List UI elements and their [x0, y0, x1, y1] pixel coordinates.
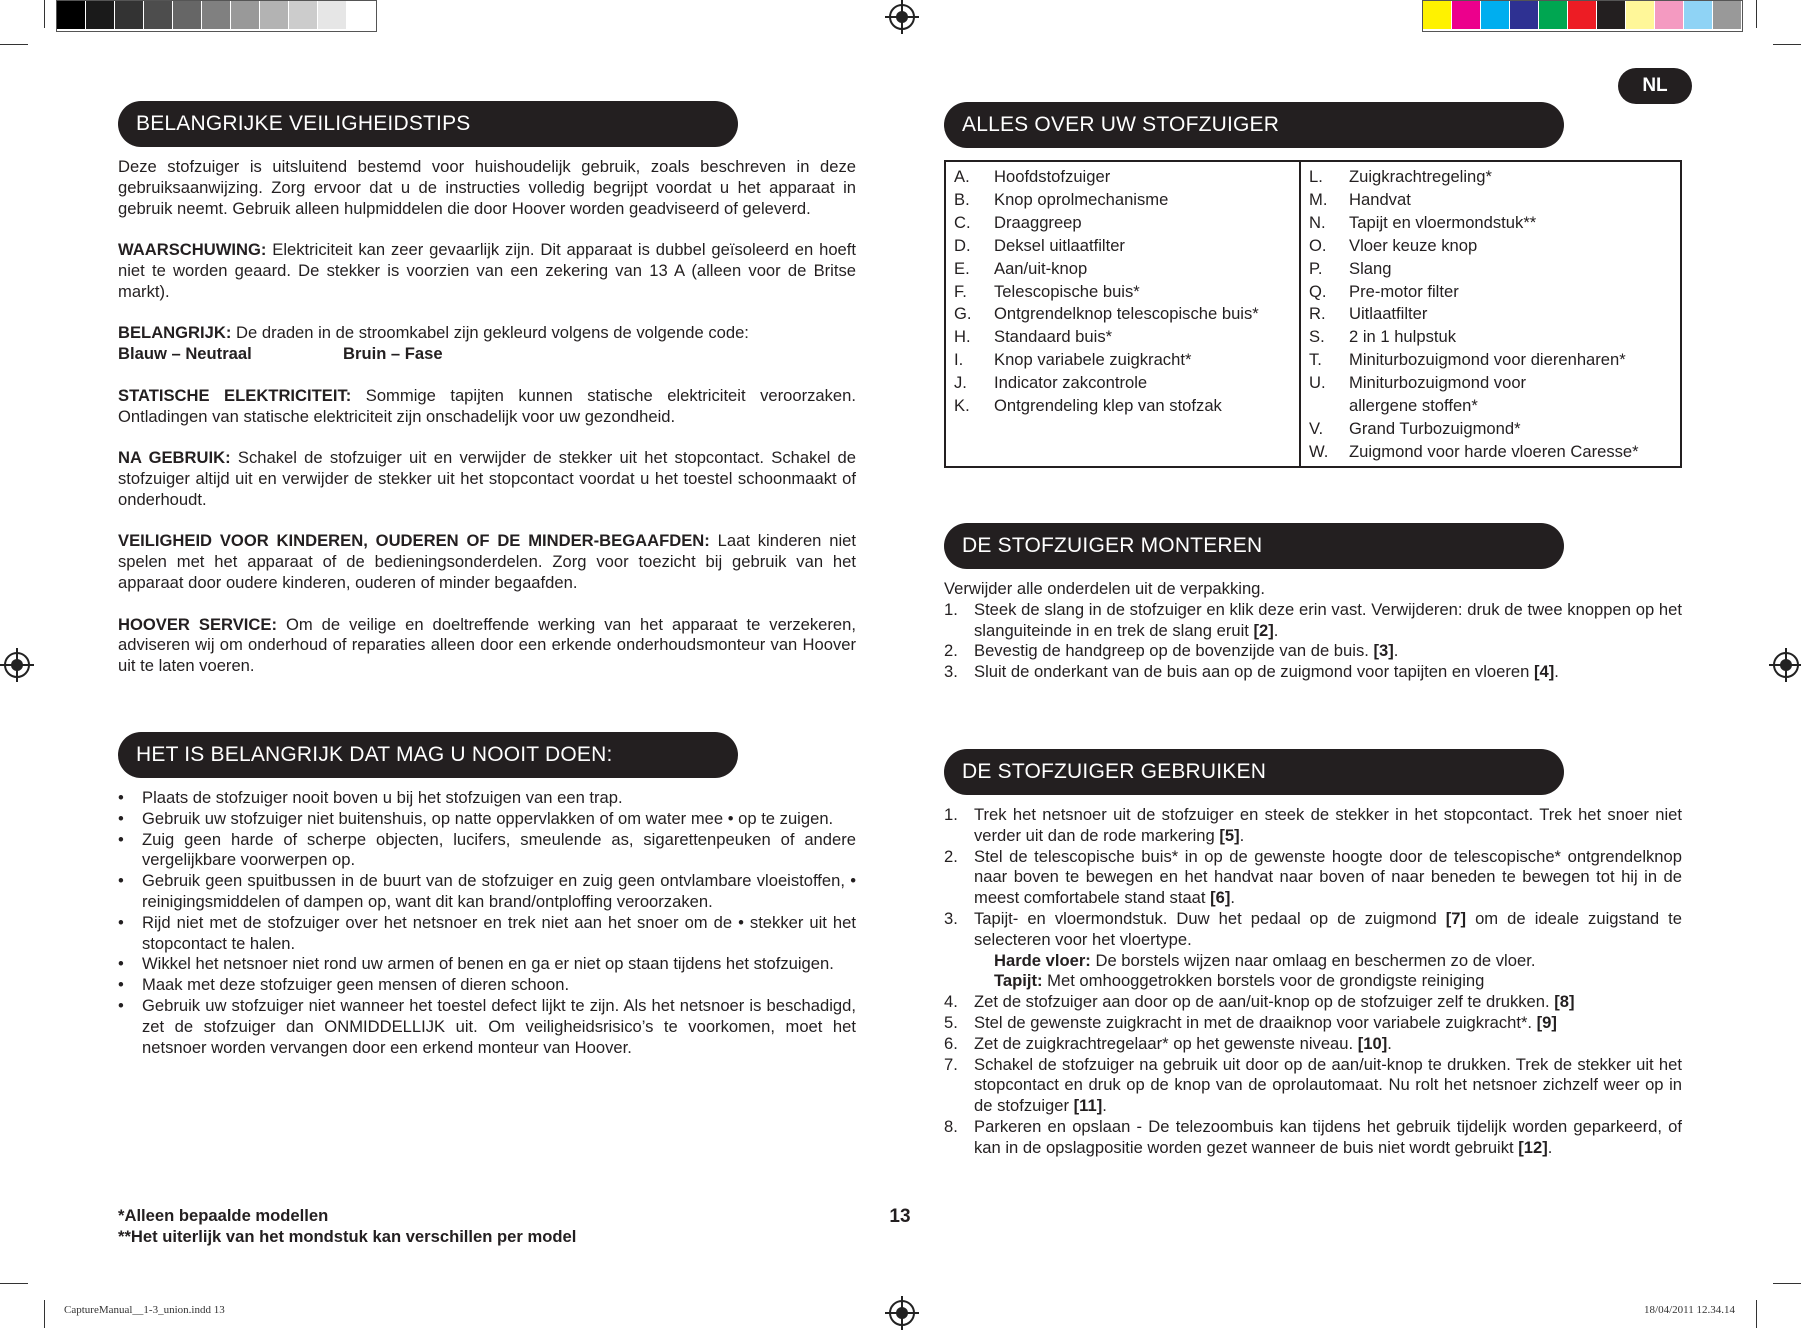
color-swatch	[1655, 1, 1684, 29]
color-swatch	[289, 1, 318, 29]
section-title-use: DE STOFZUIGER GEBRUIKEN	[944, 749, 1564, 795]
list-item: • Maak met deze stofzuiger geen mensen of dieren schoon.	[118, 975, 856, 996]
list-item: 5. Stel de gewenste zuigkracht in met de draaiknop voor variabele zuigkracht*. [9]	[944, 1012, 1557, 1032]
parts-column-left	[946, 162, 1301, 466]
list-item: 1. Steek de slang in de stofzuiger en klik deze erin vast. Verwijderen: druk de twee knoppen op het slanguiteinde in en trek de slang eruit [2].	[944, 599, 1682, 640]
table-row: M. Handvat	[1309, 189, 1411, 209]
color-swatch	[231, 1, 260, 29]
color-swatch	[57, 1, 86, 29]
color-swatch	[1452, 1, 1481, 29]
color-swatch	[1684, 1, 1713, 29]
grayscale-color-bar	[56, 0, 377, 32]
slug-timestamp: 18/04/2011 12.34.14	[1644, 1304, 1735, 1316]
color-swatch	[1423, 1, 1452, 29]
list-item: 2. Stel de telescopische buis* in op de gewenste hoogte door de telescopische* ontgrendelknop naar boven te bewegen en het handvat naar boven of naar beneden te bewegen tot hij in de meest comfortabele stand staat [6].	[944, 846, 1682, 908]
table-row: T. Miniturbozuigmond voor dierenharen*	[1309, 350, 1626, 370]
list-item: 3. Sluit de onderkant van de buis aan op de zuigmond voor tapijten en vloeren [4].	[944, 662, 1559, 682]
registration-mark-icon	[1773, 652, 1799, 678]
color-swatch	[1481, 1, 1510, 29]
color-swatch	[1568, 1, 1597, 29]
table-row: E. Aan/uit-knop	[954, 258, 1088, 278]
safety-static: STATISCHE ELEKTRICITEIT: Sommige tapijten kunnen statische elektriciteit veroorzaken. Ontladingen van statische elektriciteit zijn onschadelijk voor uw gezondheid.	[118, 385, 856, 426]
table-row: W. Zuigmond voor harde vloeren Caresse*	[1309, 441, 1639, 461]
table-row: R. Uitlaatfilter	[1309, 304, 1428, 324]
safety-warning: WAARSCHUWING: Elektriciteit kan zeer gevaarlijk zijn. Dit apparaat is dubbel geïsoleerd en hoeft niet te worden geaard. De stekker is voorzien van een zekering van 13 A (alleen voor de Britse markt).	[118, 240, 856, 301]
list-item: 4. Zet de stofzuiger aan door op de aan/uit-knop op de stofzuiger zelf te drukken. [8]	[944, 992, 1575, 1012]
table-row: C. Draaggreep	[954, 212, 1082, 232]
safety-children: VEILIGHEID VOOR KINDEREN, OUDEREN OF DE MINDER-BEGAAFDEN: Laat kinderen niet spelen met het apparaat of de bedieningsonderdelen. Zorg voor toezicht bij gebruik van het apparaat door oudere kinderen, ouderen of minder begaafden.	[118, 531, 856, 592]
section-title-safety: BELANGRIJKE VEILIGHEIDSTIPS	[118, 101, 738, 147]
color-swatch	[260, 1, 289, 29]
table-row: G. Ontgrendelknop telescopische buis*	[954, 304, 1259, 324]
color-swatch	[173, 1, 202, 29]
table-row: J. Indicator zakcontrole	[954, 373, 1148, 393]
table-row: O. Vloer keuze knop	[1309, 235, 1478, 255]
safety-service: HOOVER SERVICE: Om de veilige en doeltreffende werking van het apparaat te verzekeren, adviseren wij om onderhoud of reparaties alleen door een erkende onderhoudsmonteur van Hoover uit te laten voeren.	[118, 614, 856, 676]
color-swatch	[144, 1, 173, 29]
list-item: 7. Schakel de stofzuiger na gebruik uit door op de aan/uit-knop te drukken. Trek de stekker uit het stopcontact en druk op de knop van de oprolautomaat. Nu rolt het netsnoer zichzelf weer op in de stofzuiger [11].	[944, 1054, 1682, 1116]
assemble-intro: Verwijder alle onderdelen uit de verpakking.	[944, 579, 1266, 598]
registration-mark-icon	[4, 652, 30, 678]
wire-blue: Blauw – Neutraal	[118, 344, 252, 364]
color-swatch	[1597, 1, 1626, 29]
slug-filename: CaptureManual__1-3_union.indd 13	[64, 1304, 225, 1316]
list-item: • Wikkel het netsnoer niet rond uw armen of benen en ga er niet op staan tijdens het stofzuigen.	[118, 954, 856, 975]
section-title-about: ALLES OVER UW STOFZUIGER	[944, 102, 1564, 148]
safety-after-use: NA GEBRUIK: Schakel de stofzuiger uit en verwijder de stekker uit het stopcontact. Schakel de stofzuiger altijd uit en verwijder de stekker uit het stopcontact voordat u het toestel schoonmaakt of onderhoudt.	[118, 448, 856, 509]
list-item: 2. Bevestig de handgreep op de bovenzijde van de buis. [3].	[944, 641, 1399, 661]
table-row: Q. Pre-motor filter	[1309, 281, 1459, 301]
table-row: B. Knop oprolmechanisme	[954, 189, 1169, 209]
crop-mark	[0, 44, 28, 45]
table-row: H. Standaard buis*	[954, 327, 1113, 347]
language-badge: NL	[1618, 68, 1692, 104]
never-list	[118, 788, 856, 1058]
list-item: • Gebruik uw stofzuiger niet buitenshuis, op natte oppervlakken of om water mee • op te zuigen.	[118, 809, 856, 830]
color-swatch	[202, 1, 231, 29]
table-row: N. Tapijt en vloermondstuk**	[1309, 212, 1537, 232]
footnotes	[118, 1205, 576, 1247]
table-row: F. Telescopische buis*	[954, 281, 1140, 301]
registration-mark-icon	[889, 1300, 915, 1326]
color-swatch	[1510, 1, 1539, 29]
crop-mark	[1773, 1283, 1801, 1284]
safety-important: BELANGRIJK: De draden in de stroomkabel zijn gekleurd volgens de volgende code:	[118, 323, 749, 343]
crop-mark	[44, 0, 45, 28]
wire-brown: Bruin – Fase	[343, 344, 443, 364]
color-swatch	[115, 1, 144, 29]
list-item: • Gebruik geen spuitbussen in de buurt van de stofzuiger en zuig geen ontvlambare vloeistoffen, • reinigingsmiddelen of dampen op, want dit kan brand/ontploffing veroorzaken.	[118, 871, 856, 913]
list-item: 1. Trek het netsnoer uit de stofzuiger en steek de stekker in het stopcontact. Trek het snoer niet verder uit dan de rode markering [5].	[944, 805, 1682, 845]
table-row: S. 2 in 1 hulpstuk	[1309, 327, 1457, 347]
crop-mark	[44, 1300, 45, 1328]
list-item: 3. Tapijt- en vloermondstuk. Duw het pedaal op de zuigmond [7] om de ideale zuigstand te selecteren voor het vloertype. Harde vloer: De borstels wijzen naar omlaag en beschermen zo de vloer. Tapijt: Met omhooggetrokken borstels voor de grondigste reiniging	[944, 908, 1682, 991]
process-color-bar	[1422, 0, 1743, 32]
registration-mark-icon	[889, 4, 915, 30]
safety-intro: Deze stofzuiger is uitsluitend bestemd voor huishoudelijk gebruik, zoals beschreven in deze gebruiksaanwijzing. Zorg ervoor dat u de instructies volledig begrijpt voordat u het apparaat in gebruik neemt. Gebruik alleen hulpmiddelen die door Hoover worden geadviseerd of geleverd.	[118, 157, 856, 218]
list-item: 6. Zet de zuigkrachtregelaar* op het gewenste niveau. [10].	[944, 1033, 1392, 1053]
color-swatch	[347, 1, 376, 29]
table-row: V. Grand Turbozuigmond*	[1309, 418, 1521, 438]
table-row: A. Hoofdstofzuiger	[954, 167, 1111, 186]
table-row: I. Knop variabele zuigkracht*	[954, 350, 1192, 370]
table-row: K. Ontgrendeling klep van stofzak	[954, 396, 1222, 416]
color-swatch	[1539, 1, 1568, 29]
color-swatch	[86, 1, 115, 29]
crop-mark	[0, 1283, 28, 1284]
table-row: L. Zuigkrachtregeling*	[1309, 167, 1492, 186]
assemble-text	[944, 579, 1682, 683]
list-item: • Gebruik uw stofzuiger niet wanneer het toestel defect lijkt te zijn. Als het netsnoer is beschadigd, zet de stofzuiger dan ONMIDDELLIJK uit. Om veiligheidsrisico’s te voorkomen, moet het netsnoer worden vervangen door een erkend monteur van Hoover.	[118, 996, 856, 1058]
safety-text	[118, 157, 856, 698]
table-row: U. Miniturbozuigmond voor allergene stoffen*	[1309, 373, 1527, 416]
page-number: 13	[889, 1206, 911, 1227]
section-title-assemble: DE STOFZUIGER MONTEREN	[944, 523, 1564, 569]
list-item: • Rijd niet met de stofzuiger over het netsnoer en trek niet aan het snoer om de • stekker uit het stopcontact te halen.	[118, 913, 856, 955]
color-swatch	[1713, 1, 1742, 29]
carpet-note: Tapijt: Met omhooggetrokken borstels voor de grondigste reiniging	[994, 971, 1485, 991]
list-item: • Zuig geen harde of scherpe objecten, lucifers, smeulende as, sigarettenpeuken of andere vergelijkbare voorwerpen op.	[118, 830, 856, 872]
crop-mark	[1756, 0, 1757, 28]
wire-codes	[118, 344, 856, 365]
table-row: P. Slang	[1309, 258, 1392, 278]
crop-mark	[1773, 44, 1801, 45]
color-swatch	[1626, 1, 1655, 29]
list-item: 8. Parkeren en opslaan - De telezoombuis kan tijdens het gebruik tijdelijk worden geparkeerd, of kan in de opslagpositie worden gezet wanneer de buis niet wordt gebruikt [12].	[944, 1116, 1682, 1157]
use-text	[944, 805, 1682, 1159]
crop-mark	[1756, 1300, 1757, 1328]
hard-floor-note: Harde vloer: De borstels wijzen naar omlaag en beschermen zo de vloer.	[994, 950, 1536, 970]
parts-table	[944, 160, 1682, 468]
parts-column-right	[1301, 162, 1680, 466]
table-row: D. Deksel uitlaatfilter	[954, 235, 1125, 255]
section-title-never: HET IS BELANGRIJK DAT MAG U NOOIT DOEN:	[118, 732, 738, 778]
footnote-nozzle: **Het uiterlijk van het mondstuk kan verschillen per model	[118, 1227, 577, 1246]
footnote-models: *Alleen bepaalde modellen	[118, 1206, 329, 1225]
list-item: • Plaats de stofzuiger nooit boven u bij het stofzuigen van een trap.	[118, 788, 856, 809]
color-swatch	[318, 1, 347, 29]
